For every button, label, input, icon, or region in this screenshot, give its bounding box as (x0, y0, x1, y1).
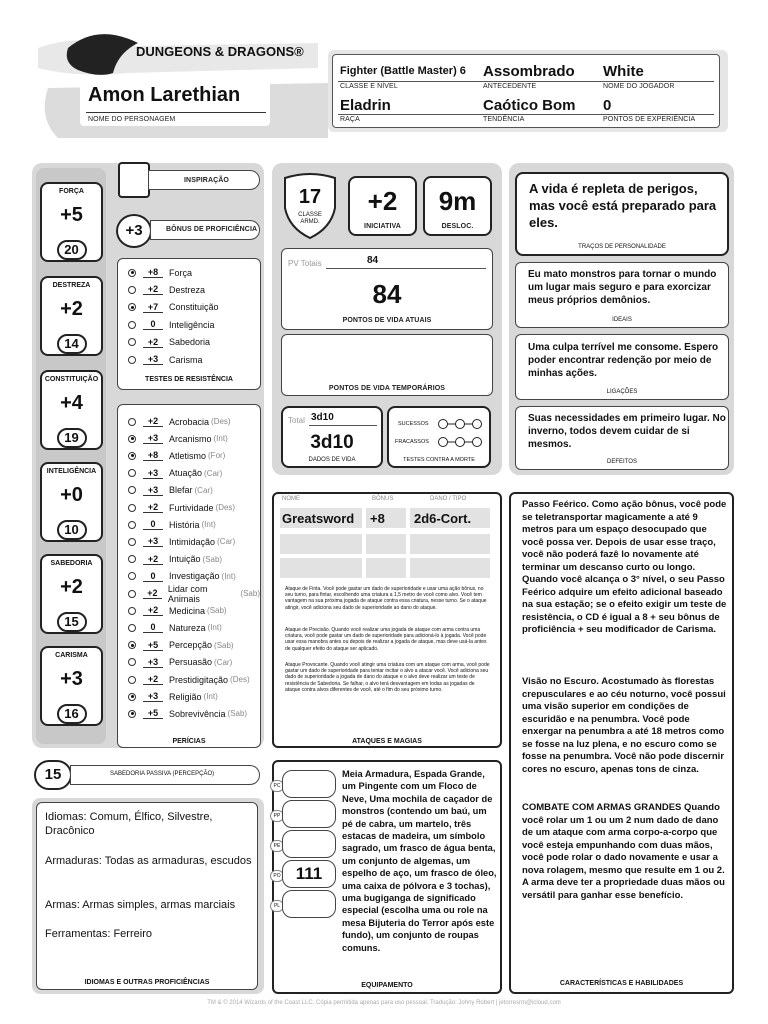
skill-ability: (Des) (211, 417, 231, 426)
proficiency-dot[interactable] (128, 452, 136, 460)
proficiency-dot[interactable] (128, 469, 136, 477)
skill-name: Intuição (169, 554, 201, 565)
skill-name: Lidar com Animais (167, 583, 208, 604)
saving-throw-row[interactable] (128, 299, 219, 316)
armor-class-shield[interactable]: 17 CLASSE ARMD. (281, 172, 339, 240)
save-name: Sabedoria (169, 337, 211, 348)
passive-perception-circle[interactable]: 15 (34, 760, 72, 790)
skill-modifier[interactable]: 0 (143, 519, 163, 530)
skill-name: Persuasão (169, 657, 213, 668)
class-level-label: CLASSE E NÍVEL (340, 83, 398, 90)
ability-constitution[interactable]: CONSTITUIÇÃO +4 19 (40, 370, 103, 450)
proficiency-dot[interactable] (128, 693, 136, 701)
skill-ability: (Int) (201, 520, 216, 530)
save-modifier[interactable]: +2 (143, 284, 163, 295)
skill-modifier[interactable]: +5 (143, 640, 163, 651)
character-name-label: NOME DO PERSONAGEM (88, 116, 176, 123)
skill-modifier[interactable]: +2 (143, 588, 162, 599)
weapon-name[interactable]: Greatsword (282, 511, 355, 526)
skill-ability: (Car) (194, 485, 213, 495)
equipment-text[interactable]: Meia Armadura, Espada Grande, um Pingente com um Floco de Neve, Uma mochila de caçador de monstros (contendo um baú, um pé de cabra, um martelo, três estacas de madeira, um símbolo sagrado, um frasco de água benta, um conjunto de algemas, um espelho de aço, um frasco de óleo, uma caixa de pólvora e 3 tochas), uma bugiganga de significado especial (escolha uma ou role na mesa Bijuteria do Terror após este fundo), um conjunto de roupas comuns. (342, 769, 497, 953)
skill-name: Furtividade (169, 502, 214, 513)
coin-label: PP (270, 810, 284, 822)
player-name[interactable]: White (603, 63, 644, 80)
hp-max[interactable]: 84 (367, 255, 379, 266)
save-modifier[interactable]: +8 (143, 267, 163, 278)
proficiency-dot[interactable] (128, 269, 136, 277)
attack-note-goading: Ataque Provocante. Quando você atingir uma criatura com um ataque com arma, você pode gastar um dado de superioridade para tentar incitar o alvo a atacar você. Você adiciona seu dado de superioridade a jogada de dano do ataque e o alvo deve realizar um teste de resistência de Sabedoria. Se falhar, o alvo terá desvantagem em todas as jogadas de ataque contra alvos diferentes de você, até o fim do seu próximo turno. (285, 662, 490, 693)
skill-modifier[interactable]: +5 (143, 708, 163, 719)
skill-modifier[interactable]: +3 (143, 536, 163, 547)
skills-title: PERÍCIAS (172, 738, 206, 745)
skill-ability: (Car) (204, 468, 223, 478)
speed-box[interactable]: 9m DESLOC. (423, 176, 492, 236)
coin-box[interactable] (282, 770, 336, 798)
inspiration-box[interactable] (118, 162, 150, 198)
skill-ability: (Car) (217, 537, 236, 547)
inspiration-label: INSPIRAÇÃO (184, 177, 229, 184)
skill-name: Intimidação (169, 536, 216, 547)
skill-ability: (Car) (214, 657, 233, 667)
skill-modifier[interactable]: +2 (143, 416, 163, 427)
failure-circles[interactable] (436, 435, 486, 447)
skill-ability: (For) (208, 451, 226, 461)
save-name: Destreza (169, 284, 206, 295)
features-box (509, 492, 734, 994)
save-name: Carisma (169, 354, 203, 365)
save-modifier[interactable]: +7 (143, 302, 163, 313)
features-title: CARACTERÍSTICAS E HABILIDADES (559, 980, 684, 987)
saving-throws-box (117, 258, 261, 390)
skill-row[interactable] (128, 705, 247, 722)
skill-ability: (Sab) (240, 589, 260, 598)
ideals-box[interactable]: Eu mato monstros para tornar o mundo um lugar mais seguro e para exorcizar meus próprios demônios. IDEAIS (515, 262, 729, 328)
skill-name: Percepção (169, 640, 213, 651)
skill-row[interactable] (128, 671, 250, 688)
proficiency-dot[interactable] (128, 538, 136, 546)
proficiency-dot[interactable] (128, 521, 136, 529)
armor-text[interactable]: Armaduras: Todas as armaduras, escudos (45, 855, 252, 867)
skill-ability: (Sab) (227, 709, 248, 719)
skill-modifier[interactable]: +3 (143, 433, 163, 444)
xp-label: PONTOS DE EXPERIÊNCIA (603, 116, 696, 123)
proficiency-circle[interactable]: +3 (116, 214, 152, 248)
skill-modifier[interactable]: +8 (143, 450, 163, 461)
coin-box[interactable] (282, 890, 336, 918)
skill-row[interactable] (128, 619, 222, 636)
skill-row[interactable] (128, 654, 232, 671)
skill-modifier[interactable]: +2 (143, 502, 163, 513)
weapons-text[interactable]: Armas: Armas simples, armas marciais (45, 899, 236, 911)
skill-row[interactable] (128, 637, 234, 654)
coin-box[interactable]: 111 (282, 860, 336, 888)
saving-throw-row[interactable] (128, 316, 215, 333)
alignment-label: TENDÊNCIA (483, 116, 525, 123)
temp-hit-points-box[interactable]: PONTOS DE VIDA TEMPORÁRIOS (281, 334, 493, 396)
attacks-title: ATAQUES E MAGIAS (352, 738, 422, 745)
saving-throws-title: TESTES DE RESISTÊNCIA (145, 376, 233, 383)
skill-ability: (Int) (207, 623, 222, 633)
proficiency-dot[interactable] (128, 572, 136, 580)
weapon-bonus[interactable]: +8 (370, 511, 385, 526)
skill-name: Blefar (169, 485, 193, 496)
skill-name: Religião (169, 691, 202, 702)
player-label: NOME DO JOGADOR (603, 83, 675, 90)
ability-wisdom[interactable]: SABEDORIA +2 15 (40, 554, 103, 634)
skill-ability: (Des) (230, 675, 250, 684)
saving-throw-row[interactable] (128, 281, 205, 298)
skill-row[interactable] (128, 551, 222, 568)
feature-fey-step[interactable]: Passo Feérico. Como ação bônus, você pode se teletransportar magicamente a até 9 metros para um espaço desocupado que você possa ver. Depois de usar esse traço, você não poderá fazê lo novamente até terminar um descanso curto ou longo. Quando você alcança o 3° nível, o seu Passo Feérico adquire um efeito adicional baseado na sua estação; se o efeito exigir um teste de resistência, o CD é igual a 8 + seu bônus de proficiência + seu modificador de Carisma. (522, 499, 727, 635)
saving-throw-row[interactable] (128, 264, 192, 281)
skill-modifier[interactable]: +3 (143, 468, 163, 479)
logo-text: DUNGEONS & DRAGONS® (136, 44, 304, 59)
proficiency-dot[interactable] (128, 338, 136, 346)
weapon-damage[interactable]: 2d6-Cort. (414, 511, 472, 526)
background[interactable]: Assombrado (483, 63, 575, 80)
proficiency-label: BÔNUS DE PROFICIÊNCIA (166, 226, 258, 233)
skill-name: Investigação (169, 571, 220, 582)
skill-row[interactable] (128, 688, 218, 705)
skill-ability: (Des) (215, 503, 236, 512)
languages-text[interactable]: Idiomas: Comum, Élfico, Silvestre, Dracônico (45, 811, 213, 837)
coin-label: PE (270, 840, 284, 852)
skill-name: Natureza (169, 622, 206, 633)
race-label: RAÇA (340, 116, 360, 123)
proficiency-dot[interactable] (128, 658, 136, 666)
character-name[interactable]: Amon Larethian (88, 84, 241, 106)
equipment-title: EQUIPAMENTO (361, 982, 413, 989)
death-saves-box[interactable]: SUCESSOS FRACASSOS TESTES CONTRA A MORTE (387, 406, 491, 468)
save-name: Constituição (169, 302, 219, 313)
attack-note-feint: Ataque de Finta. Você pode gastar um dado de superioridade e usar uma ação bônus, no seu turno, para fintar, escolhendo uma criatura a 1,5 metro de você como alvo. Você tem vantagem na sua próxima jogada de ataque contra essa criatura, nesse turno. Se o ataque atingir, você adiciona seu dado de superioridade ao dano do ataque. (285, 586, 487, 611)
save-name: Força (169, 267, 193, 278)
skill-row[interactable] (128, 465, 222, 482)
flaws-box[interactable]: Suas necessidades em primeiro lugar. No inverno, todos devem cuidar de si mesmos. DEFEITOS (515, 406, 729, 470)
skill-name: Sobrevivência (169, 708, 226, 719)
proficiency-dot[interactable] (128, 710, 136, 718)
proficiency-dot[interactable] (128, 286, 136, 294)
skill-row[interactable] (128, 499, 235, 516)
ability-intelligence[interactable]: INTELIGÊNCIA +0 10 (40, 462, 103, 542)
proficiency-dot[interactable] (128, 590, 136, 598)
save-name: Inteligência (169, 319, 215, 330)
skill-name: Arcanismo (169, 433, 212, 444)
skill-modifier[interactable]: 0 (143, 571, 163, 582)
skill-name: Prestidigitação (169, 674, 229, 685)
proficiency-dot[interactable] (128, 356, 136, 364)
save-modifier[interactable]: +2 (143, 337, 163, 348)
skill-modifier[interactable]: +2 (143, 674, 163, 685)
proficiency-dot[interactable] (128, 504, 136, 512)
skill-row[interactable] (128, 413, 231, 430)
skill-ability: (Int) (213, 434, 228, 444)
skill-modifier[interactable]: +2 (143, 605, 163, 616)
tools-text[interactable]: Ferramentas: Ferreiro (45, 928, 152, 940)
race[interactable]: Eladrin (340, 97, 391, 114)
skills-box (117, 404, 261, 748)
proficiency-dot[interactable] (128, 555, 136, 563)
skill-ability: (Sab) (214, 640, 234, 650)
skill-name: História (169, 519, 200, 530)
ability-dexterity[interactable]: DESTREZA +2 14 (40, 276, 103, 356)
skill-name: Atletismo (169, 450, 207, 461)
proficiency-dot[interactable] (128, 607, 136, 615)
saving-throw-row[interactable] (128, 351, 203, 368)
proficiency-dot[interactable] (128, 418, 136, 426)
skill-modifier[interactable]: +2 (143, 554, 163, 565)
skill-name: Atuação (169, 468, 203, 479)
alignment[interactable]: Caótico Bom (483, 97, 576, 114)
class-level[interactable]: Fighter (Battle Master) 6 (340, 65, 466, 77)
ability-strength[interactable]: FORÇA +5 20 (40, 182, 103, 262)
skill-ability: (Sab) (202, 554, 223, 564)
proficiencies-title: IDIOMAS E OUTRAS PROFICIÊNCIAS (84, 979, 210, 986)
skill-row[interactable] (128, 482, 213, 499)
saving-throw-row[interactable] (128, 334, 210, 351)
success-circles[interactable] (436, 417, 486, 429)
skill-row[interactable] (128, 533, 235, 550)
feature-great-weapon[interactable]: COMBATE COM ARMAS GRANDES Quando você rolar um 1 ou um 2 num dado de dano de um ataque com arma corpo-a-corpo que você esteja empunhando com duas mãos, você pode rolar o dado novamente e usar a nova rolagem, mesmo que resulte em 1 ou 2. A arma deve ter a propriedade duas mãos ou versátil para ganhar esse benefício. (522, 802, 725, 901)
coin-box[interactable] (282, 800, 336, 828)
proficiency-dot[interactable] (128, 676, 136, 684)
feature-darkvision[interactable]: Visão no Escuro. Acostumado às florestas crepusculares e ao céu noturno, você possui uma visão superior em condições de escuridão e na penumbra. Você pode enxergar na penumbra a até 18 metros como se fosse na luz plena, e no escuro como se fosse na penumbra. Você não pode discernir cores no escuro, apenas tons de cinza. (522, 676, 726, 775)
proficiency-dot[interactable] (128, 624, 136, 632)
proficiency-dot[interactable] (128, 486, 136, 494)
skill-ability: (Int) (221, 571, 236, 581)
skill-modifier[interactable]: 0 (143, 622, 163, 633)
passive-perception-label: SABEDORIA PASSIVA (PERCEPÇÃO) (110, 771, 215, 777)
skill-name: Medicina (169, 605, 206, 616)
coin-box[interactable] (282, 830, 336, 858)
skill-row[interactable] (128, 430, 228, 447)
proficiency-dot[interactable] (128, 435, 136, 443)
coin-label: PL (270, 900, 284, 912)
coin-label: PC (270, 780, 284, 792)
personality-traits-box[interactable]: A vida é repleta de perigos, mas você está preparado para eles. TRAÇOS DE PERSONALIDADE (515, 172, 729, 256)
proficiency-dot[interactable] (128, 321, 136, 329)
bonds-box[interactable]: Uma culpa terrível me consome. Espero poder encontrar redenção por meio de minhas ações. LIGAÇÕES (515, 334, 729, 400)
initiative-box[interactable]: +2 INICIATIVA (348, 176, 417, 236)
skill-modifier[interactable]: +3 (143, 657, 163, 668)
hp-current[interactable]: 84 (372, 279, 402, 309)
footer-copyright: TM & © 2014 Wizards of the Coast LLC. Cópia permitida apenas para uso pessoal. Tradução: Johny Robert | jetorresrm@icloud.com (207, 1000, 561, 1006)
save-modifier[interactable]: 0 (143, 319, 163, 330)
ability-charisma[interactable]: CARISMA +3 16 (40, 646, 103, 726)
header-banner (18, 28, 328, 138)
coin-label: PO (270, 870, 284, 882)
equipment-box (272, 760, 502, 994)
skill-modifier[interactable]: +3 (143, 485, 163, 496)
save-modifier[interactable]: +3 (143, 354, 163, 365)
hit-points-box[interactable]: PV Totais 84 84 PONTOS DE VIDA ATUAIS (281, 248, 493, 330)
skill-ability: (Sab) (207, 606, 227, 616)
skill-modifier[interactable]: +3 (143, 691, 163, 702)
background-label: ANTECEDENTE (483, 83, 537, 90)
skill-row[interactable] (128, 602, 227, 619)
skill-row[interactable] (128, 447, 225, 464)
attacks-box: NOME BÔNUS DANO / TIPO Greatsword +8 2d6-Cort. Ataque de Finta. Você pode gastar um dado de superioridade e usar uma ação bônus, no seu turno, para fintar, escolhendo uma criatura a 1,5 metro de você como alvo. Você tem vantagem na sua próxima jogada de ataque contra essa criatura, nesse turno. Se o ataque atingir, você adiciona seu dado de superioridade ao dano do ataque. Ataque de Precisão. Quando você realizar uma jogada de ataque com arma contra uma criatura, você pode gastar um dado de superioridade para adicioná-lo à jogada. Você pode usar essa manobra antes ou depois de realizar a jogada de ataque, mas deve usá-la antes de qualquer efeito do ataque ser aplicado. Ataque Provocante. Quando você atingir uma criatura com um ataque com arma, você pode gastar um dado de superioridade para tentar incitar o alvo a atacar você. Você adiciona seu dado de superioridade a jogada de dano do ataque e o alvo deve realizar um teste de resistência de Sabedoria. Se falhar, o alvo terá desvantagem em todas as jogadas de ataque contra alvos diferentes de você, até o fim do seu próximo turno. ATAQUES E MAGIAS (272, 492, 502, 748)
proficiency-dot[interactable] (128, 641, 136, 649)
skill-ability: (Int) (203, 692, 218, 702)
attack-note-precision: Ataque de Precisão. Quando você realizar uma jogada de ataque com arma contra uma criatura, você pode gastar um dado de superioridade para adicioná-lo à jogada. Você pode usar essa manobra antes ou depois de realizar a jogada de ataque, mas deve usá-la antes de qualquer efeito do ataque ser aplicado. (285, 627, 487, 652)
skill-row[interactable] (128, 516, 216, 533)
proficiencies-box (36, 802, 258, 990)
skill-row[interactable] (128, 585, 260, 602)
skill-name: Acrobacia (169, 416, 210, 427)
hit-dice-box[interactable]: Total 3d10 3d10 DADOS DE VIDA (281, 406, 383, 468)
skill-row[interactable] (128, 568, 236, 585)
experience[interactable]: 0 (603, 97, 612, 114)
proficiency-dot[interactable] (128, 303, 136, 311)
